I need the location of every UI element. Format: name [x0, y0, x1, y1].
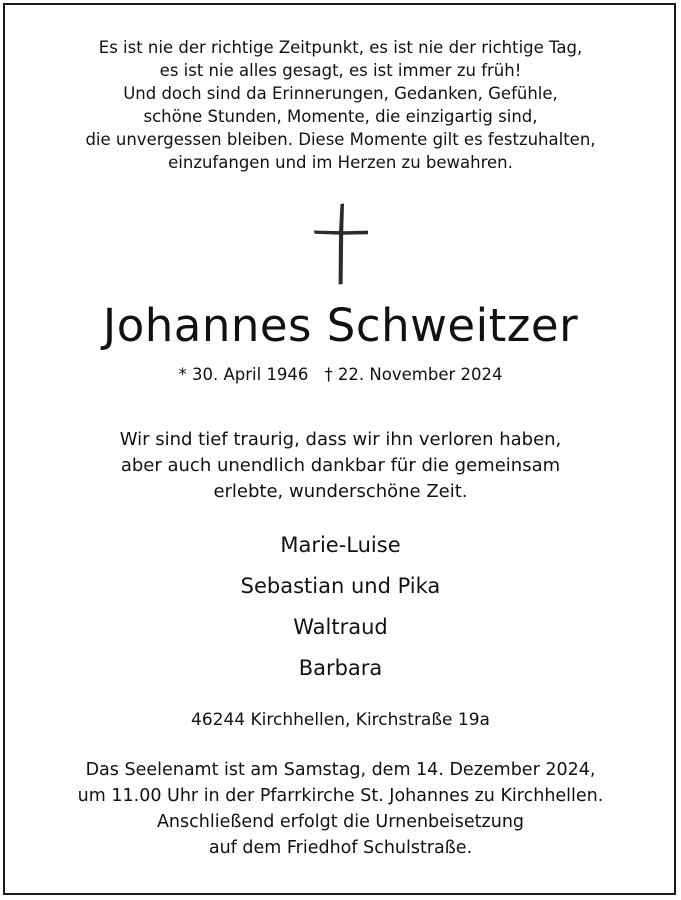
deceased-name: Johannes Schweitzer: [102, 299, 579, 352]
mourning-line: aber auch unendlich dankbar für die gemeinsam: [120, 455, 561, 476]
family-member: Sebastian und Pika: [240, 574, 441, 598]
birth-date: * 30. April 1946: [178, 365, 309, 384]
family-member: Marie-Luise: [280, 533, 401, 557]
address: 46244 Kirchhellen, Kirchstraße 19a: [191, 710, 490, 730]
life-dates: [0, 363, 681, 387]
service-line: Das Seelenamt ist am Samstag, dem 14. Dezember 2024,: [85, 760, 596, 780]
mourning-text: [0, 427, 681, 505]
death-date: † 22. November 2024: [324, 365, 503, 384]
family-member: Barbara: [298, 656, 383, 680]
poem-line: Es ist nie der richtige Zeitpunkt, es ist nie der richtige Tag,: [98, 38, 583, 57]
poem-line: schöne Stunden, Momente, die einzigartig sind,: [143, 107, 538, 126]
family-member: Waltraud: [293, 615, 388, 639]
service-info: [0, 757, 681, 861]
cross-icon: [313, 202, 369, 286]
poem: [0, 36, 681, 174]
poem-line: die unvergessen bleiben. Diese Momente gilt es festzuhalten,: [85, 130, 596, 149]
poem-line: Und doch sind da Erinnerungen, Gedanken, Gefühle,: [123, 84, 558, 103]
service-line: auf dem Friedhof Schulstraße.: [208, 838, 473, 858]
family-members: [0, 530, 681, 694]
service-line: Anschließend erfolgt die Urnenbeisetzung: [156, 812, 525, 832]
service-line: um 11.00 Uhr in der Pfarrkirche St. Johannes zu Kirchhellen.: [77, 786, 604, 806]
poem-line: es ist nie alles gesagt, es ist immer zu früh!: [159, 61, 522, 80]
poem-line: einzufangen und im Herzen zu bewahren.: [168, 153, 513, 172]
mourning-line: erlebte, wunderschöne Zeit.: [213, 481, 468, 502]
mourning-line: Wir sind tief traurig, dass wir ihn verloren haben,: [119, 429, 562, 450]
